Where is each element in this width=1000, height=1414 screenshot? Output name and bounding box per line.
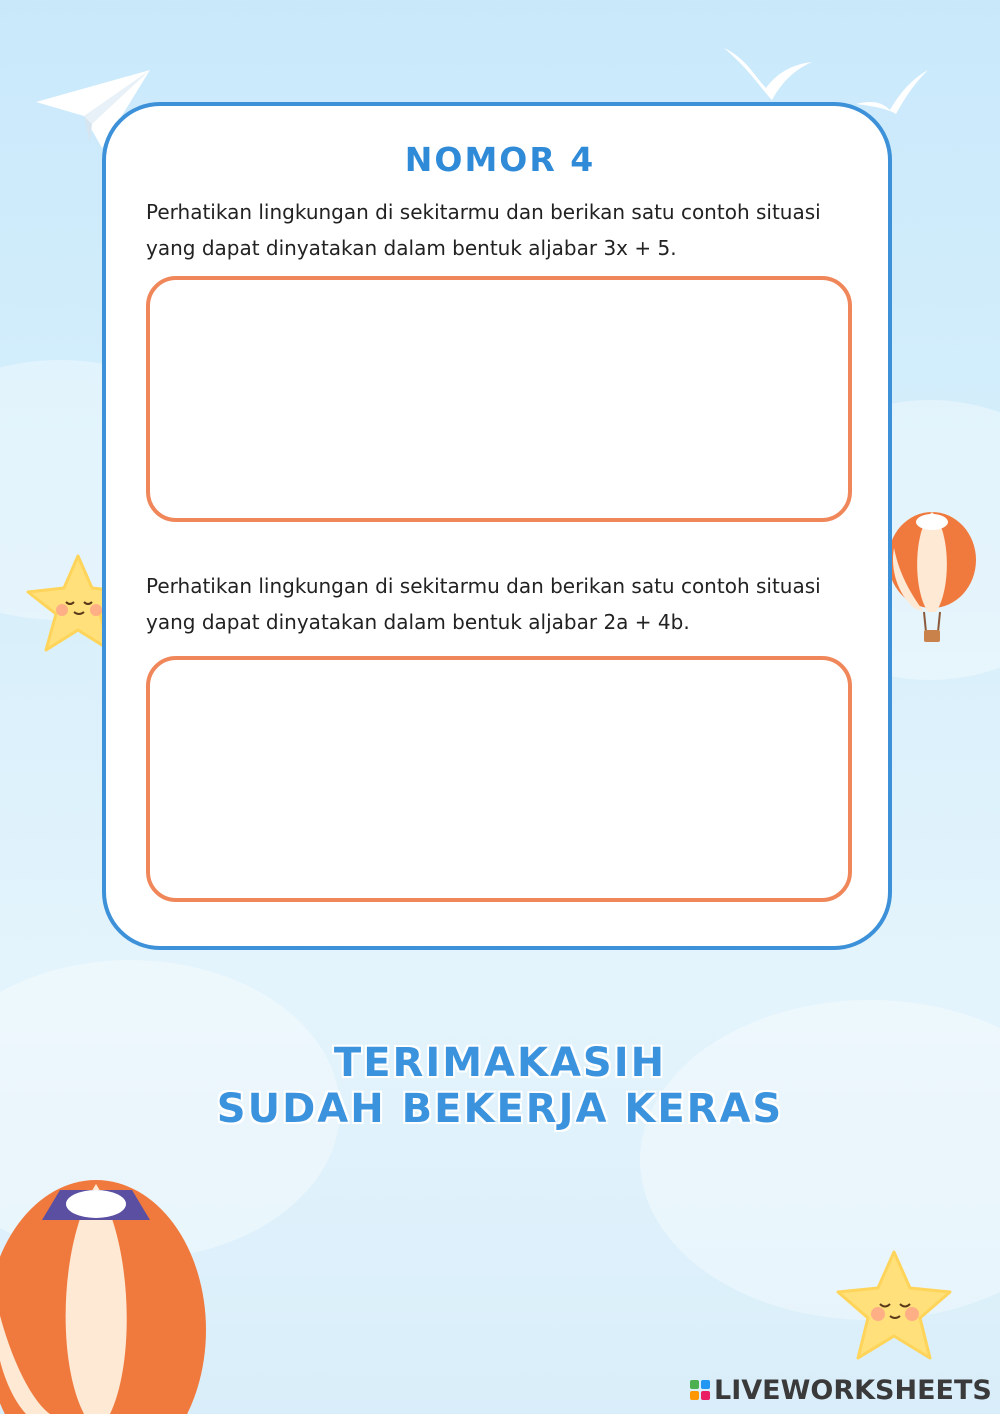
logo-icon xyxy=(690,1380,710,1400)
question-2-text xyxy=(146,568,866,640)
closing-message-line-1: TERIMAKASIH xyxy=(333,1040,667,1086)
hot-air-balloon-icon xyxy=(0,1180,210,1414)
closing-message-line-2: SUDAH BEKERJA KERAS xyxy=(216,1086,784,1132)
seagull-icon xyxy=(852,66,932,116)
hot-air-balloon-icon xyxy=(884,508,980,648)
star-icon xyxy=(832,1248,956,1364)
seagull-icon xyxy=(716,38,816,108)
page-title: NOMOR 4 xyxy=(404,140,596,179)
brand-name: LIVEWORKSHEETS xyxy=(714,1374,992,1406)
question-1-line-1: Perhatikan lingkungan di sekitarmu dan berikan satu contoh situasi xyxy=(146,200,821,224)
liveworksheets-logo[interactable] xyxy=(690,1373,992,1407)
question-1-line-2: yang dapat dinyatakan dalam bentuk aljabar 3x + 5. xyxy=(146,236,677,260)
question-2-line-2: yang dapat dinyatakan dalam bentuk aljabar 2a + 4b. xyxy=(146,610,690,634)
question-1-text xyxy=(146,194,866,266)
answer-box-1[interactable] xyxy=(146,276,852,522)
question-2-line-1: Perhatikan lingkungan di sekitarmu dan berikan satu contoh situasi xyxy=(146,574,821,598)
answer-box-2[interactable] xyxy=(146,656,852,902)
